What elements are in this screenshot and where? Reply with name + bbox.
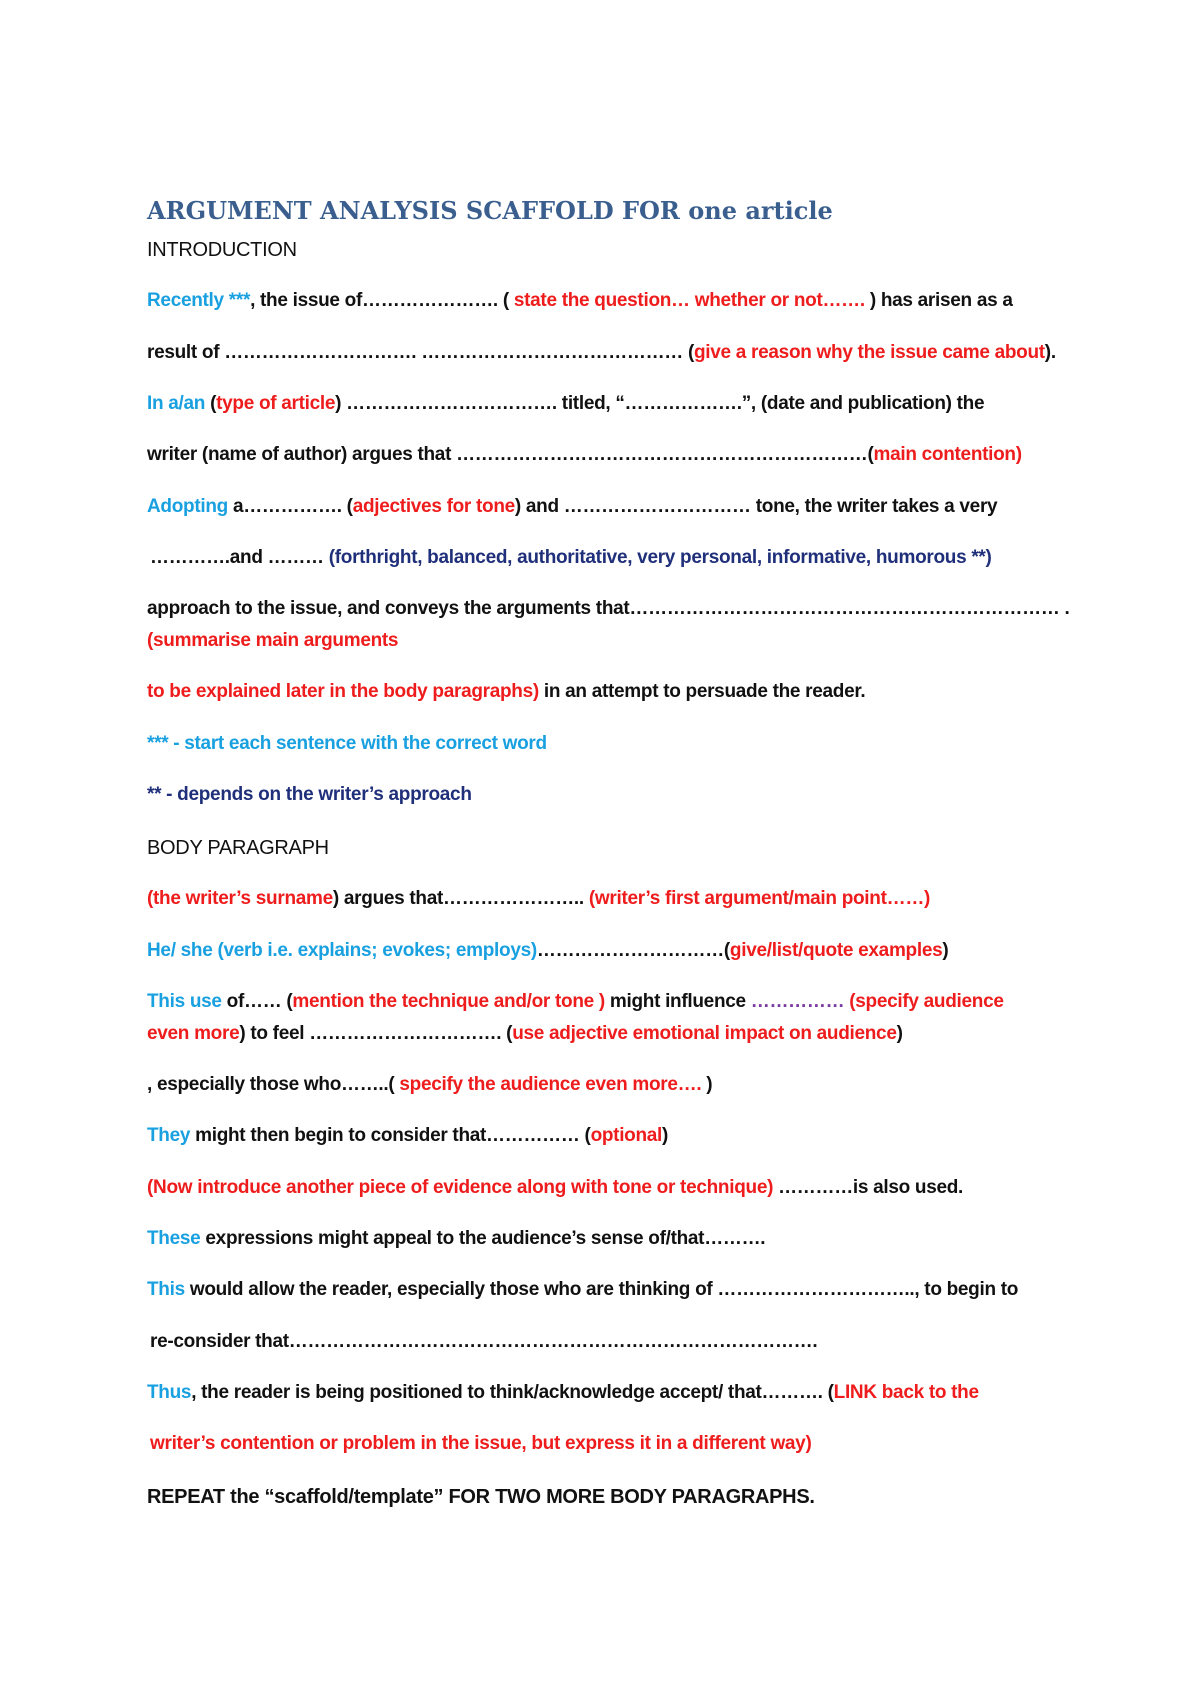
body-line-2-d: ) [942,940,949,961]
intro-line-9-a: to be explained later in the body paragraphs) [147,681,544,702]
body-line-2-b: …………………………( [536,940,730,961]
intro-line-2-a: result of …………………………. …………………………………… ( [147,342,694,363]
intro-line-1-d: ) has arisen as a [869,290,1013,311]
body-line-1-d: (writer’s first argument/main point……) [588,888,931,909]
body-line-10-a: re-consider that…………………………………………………………………………. [150,1331,818,1352]
body-line-6-a: They [147,1125,196,1146]
body-line-9-b: would allow the reader, especially those who are thinking of ………………………….., to begin to [189,1279,1019,1300]
body-line-3-e: …………… [750,991,845,1012]
intro-line-5 [147,495,997,519]
body-line-11-a: Thus [147,1382,192,1403]
body-line-11-b: , the reader is being positioned to think/acknowledge accept/ that………. ( [191,1382,834,1403]
body-line-3-a: This use [147,991,227,1012]
body-line-6-c: optional [590,1125,663,1146]
body-line-8-b: expressions might appeal to the audience’s sense of/that………. [205,1228,766,1249]
intro-line-5-b: a……………. ( [232,496,353,517]
body-line-2-c: give/list/quote examples [729,940,943,961]
body-line-11-c: LINK back to the [833,1382,979,1403]
intro-line-3-d: ) ……………………………. titled, “……………….”, (date and publication) the [335,393,985,414]
body-line-7 [147,1176,963,1200]
body-line-4-a: even more [147,1023,240,1044]
intro-line-9 [147,680,865,704]
intro-line-5-c: adjectives for tone [352,496,515,517]
intro-line-3 [147,392,984,416]
intro-line-7-a: approach to the issue, and conveys the arguments that…………………………………………………………… . [147,598,1070,619]
intro-line-3-a: In a/an [147,393,211,414]
intro-line-1 [147,289,1013,313]
body-line-9 [147,1278,1018,1302]
body-paragraph-heading: BODY PARAGRAPH [147,837,329,859]
intro-line-5-a: Adopting [147,496,233,517]
body-line-1-c: ) argues that………………….. [332,888,589,909]
body-line-12 [150,1432,811,1456]
document-title: ARGUMENT ANALYSIS SCAFFOLD FOR one article [147,196,833,225]
intro-line-1-b: , the issue of…………………. ( [250,290,514,311]
intro-line-4 [147,443,1022,467]
body-line-5 [147,1073,712,1097]
intro-line-5-d: ) and ………………………… tone, the writer takes a very [514,496,998,517]
body-line-5-b: specify the audience even more…. [399,1074,702,1095]
intro-line-6-b: (forthright, balanced, authoritative, very personal, informative, humorous **) [328,547,992,568]
body-line-8 [147,1227,765,1251]
body-line-5-c: ) [701,1074,713,1095]
intro-line-4-a: writer (name of author) argues that …………………………………………………………( [147,444,874,465]
body-line-4-b: ) to feel …………………………. ( [239,1023,513,1044]
body-line-7-a: (Now introduce another piece of evidence along with tone or technique) [147,1177,779,1198]
intro-line-2-b: give a reason why the issue came about [694,342,1045,363]
intro-line-2 [147,341,1056,365]
body-line-7-b: …………is also used. [778,1177,964,1198]
repeat-instruction: REPEAT the “scaffold/template” FOR TWO MORE BODY PARAGRAPHS. [147,1486,815,1508]
body-line-1-a: ( [147,888,154,909]
body-line-4-d: ) [896,1023,903,1044]
body-line-9-a: This [147,1279,190,1300]
body-line-4-c: use adjective emotional impact on audience [512,1023,897,1044]
intro-line-1-c: state the question… whether or not……. [513,290,870,311]
intro-line-9-b: in an attempt to persuade the reader. [543,681,866,702]
intro-line-1-a: Recently *** [147,290,251,311]
body-line-8-a: These [147,1228,206,1249]
body-line-11 [147,1381,979,1405]
body-line-4 [147,1022,903,1046]
intro-line-3-b: ( [210,393,217,414]
body-line-3-c: mention the technique and/or tone ) [292,991,610,1012]
body-line-1-b: the writer’s surname [153,888,333,909]
intro-line-7 [147,597,1070,621]
introduction-heading: INTRODUCTION [147,239,297,261]
body-line-3 [147,990,1004,1014]
body-line-6-d: ) [662,1125,669,1146]
body-line-3-b: of…… ( [226,991,293,1012]
intro-line-6 [150,546,992,570]
body-line-6-b: might then begin to consider that…………… ( [195,1125,591,1146]
body-line-6 [147,1124,668,1148]
intro-note-1: *** - start each sentence with the correct word [147,733,547,754]
body-line-3-d: might influence [609,991,751,1012]
body-line-3-f: (specify audience [844,991,1004,1012]
intro-line-8-a: (summarise main arguments [147,630,399,651]
body-line-1 [147,887,930,911]
intro-line-2-c: ). [1044,342,1056,363]
body-line-2-a: He/ she (verb i.e. explains; evokes; employs) [147,940,537,961]
body-line-12-a: writer’s contention or problem in the issue, but express it in a different way) [150,1433,812,1454]
intro-line-6-a: ………….and ……… [150,547,329,568]
intro-note-2: ** - depends on the writer’s approach [147,784,472,805]
body-line-10 [150,1330,817,1354]
body-line-5-a: , especially those who……..( [147,1074,400,1095]
intro-line-8 [147,629,398,653]
intro-line-4-b: main contention) [873,444,1022,465]
body-line-2 [147,939,948,963]
intro-line-3-c: type of article [216,393,336,414]
